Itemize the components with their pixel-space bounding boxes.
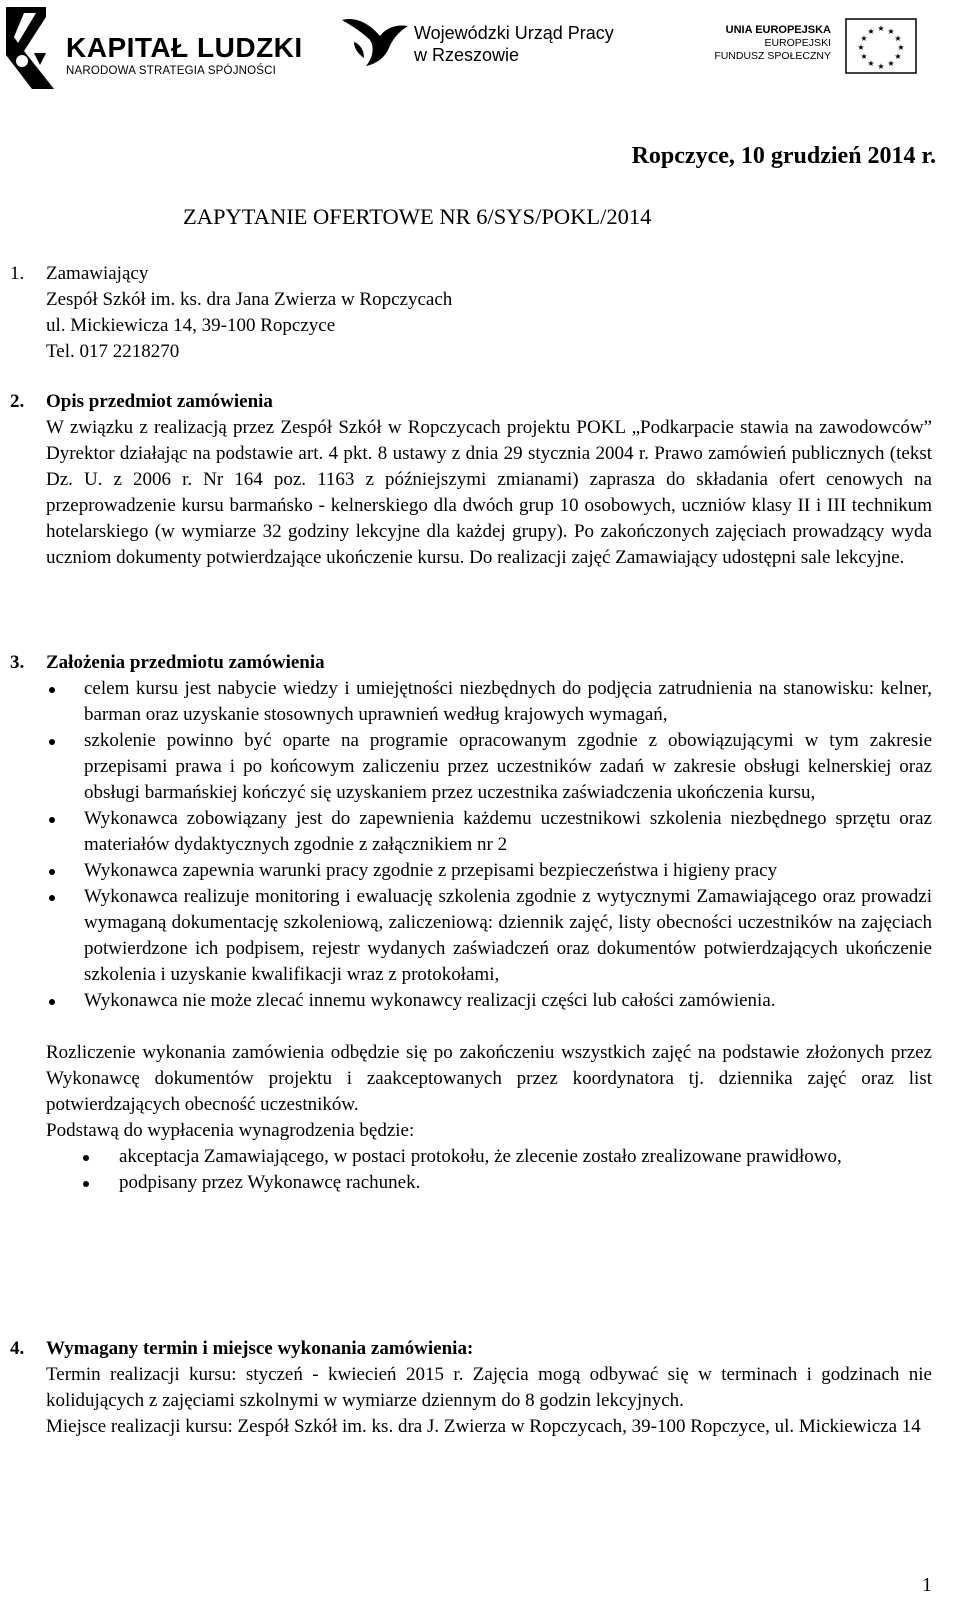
document-title: ZAPYTANIE OFERTOWE NR 6/SYS/POKL/2014 (183, 204, 652, 229)
svg-text:★: ★ (867, 27, 875, 36)
kapital-ludzki-title: KAPITAŁ LUDZKI (66, 32, 303, 63)
orderer-name: Zespół Szkół im. ks. dra Jana Zwierza w Ropczycach (46, 289, 453, 310)
eu-logo (712, 18, 917, 76)
list-item: Wykonawca realizuje monitoring i ewaluację szkolenia zgodnie z wytycznymi Zamawiającego oraz prowadzi wymaganą dokumentację szkoleniową, zaliczeniową: dziennik zajęć, listy obecności uczestników na zajęciach potwierdzone ich podpisem, rejestr wydanych zaświadczeń oraz dokumentów potwierdzających ukończenie szkolenia i uzyskanie kwalifikacji wraz z protokołami, (46, 884, 932, 988)
eu-line-2: EUROPEJSKI (764, 37, 831, 49)
payment-basis-list (46, 1144, 932, 1196)
kapital-ludzki-logo (2, 3, 303, 93)
section-3-number: 3. (10, 652, 25, 673)
svg-text:★: ★ (887, 59, 895, 68)
svg-text:★: ★ (877, 24, 885, 33)
eu-flag-icon (845, 18, 917, 74)
list-item: celem kursu jest nabycie wiedzy i umiejętności niezbędnych do podjęcia zatrudnienia na stanowisku: kelner, barman oraz uzyskanie stosownych uprawnień według krajowych wymagań, (46, 676, 932, 728)
term-text: Termin realizacji kursu: styczeń - kwiecień 2015 r. Zajęcia mogą odbywać się w terminach i godzinach nie kolidujących z zajęciami szkolnymi w wymiarze dziennym do 8 godzin lekcyjnych. (46, 1364, 932, 1411)
orderer-address: ul. Mickiewicza 14, 39-100 Ropczyce (46, 315, 336, 336)
list-item: Wykonawca zapewnia warunki pracy zgodnie z przepisami bezpieczeństwa i higieny pracy (46, 858, 932, 884)
section-1 (10, 261, 932, 365)
section-1-heading: Zamawiający (46, 263, 149, 284)
list-item: podpisany przez Wykonawcę rachunek. (46, 1170, 932, 1196)
logo-bar (0, 0, 960, 100)
section-1-number: 1. (10, 263, 25, 284)
section-2-heading: Opis przedmiot zamówienia (46, 391, 273, 412)
list-item: akceptacja Zamawiającego, w postaci protokołu, że zlecenie zostało zrealizowane prawidłowo, (46, 1144, 932, 1170)
eu-line-1: UNIA EUROPEJSKA (725, 24, 831, 36)
orderer-phone: Tel. 017 2218270 (46, 341, 180, 362)
svg-text:★: ★ (860, 34, 868, 43)
settlement-text: Rozliczenie wykonania zamówienia odbędzie się po zakończeniu wszystkich zajęć na podstawie złożonych przez Wykonawcę dokumentów projektu i zaakceptowanych przez koordynatora tj. dziennika zajęć oraz list potwierdzających obecność uczestników. (46, 1042, 932, 1115)
svg-text:★: ★ (877, 62, 885, 71)
section-4-number: 4. (10, 1338, 25, 1359)
section-2 (10, 389, 932, 571)
eu-text (714, 24, 831, 63)
requirements-list (46, 676, 932, 1014)
svg-text:★: ★ (860, 52, 868, 61)
svg-text:★: ★ (867, 59, 875, 68)
wup-line-1: Wojewódzki Urząd Pracy (414, 23, 614, 43)
svg-text:★: ★ (894, 52, 902, 61)
payment-basis-label: Podstawą do wypłacenia wynagrodzenia będzie: (46, 1120, 415, 1141)
place-text: Miejsce realizacji kursu: Zespół Szkół im. ks. dra J. Zwierza w Ropczycach, 39-100 Ropczyce, ul. Mickiewicza 14 (46, 1416, 921, 1437)
section-2-number: 2. (10, 391, 25, 412)
section-4 (10, 1336, 932, 1440)
section-3 (10, 650, 932, 1196)
section-3-heading: Założenia przedmiotu zamówienia (46, 652, 325, 673)
wup-bird-icon (340, 10, 410, 70)
list-item: Wykonawca nie może zlecać innemu wykonawcy realizacji części lub całości zamówienia. (46, 988, 932, 1014)
eu-line-3: FUNDUSZ SPOŁECZNY (714, 50, 831, 62)
svg-text:★: ★ (897, 43, 905, 52)
list-item: Wykonawca zobowiązany jest do zapewnienia każdemu uczestnikowi szkolenia niezbędnego sprzętu oraz materiałów dydaktycznych zgodnie z załącznikiem nr 2 (46, 806, 932, 858)
svg-text:★: ★ (857, 43, 865, 52)
svg-text:★: ★ (887, 27, 895, 36)
wup-rzeszow-logo (340, 8, 640, 78)
svg-text:★: ★ (894, 34, 902, 43)
section-2-text: W związku z realizacją przez Zespół Szkół w Ropczycach projektu POKL „Podkarpacie stawia na zawodowców” Dyrektor działając na podstawie art. 4 pkt. 8 ustawy z dnia 29 stycznia 2004 r. Prawo zamówień publicznych (tekst Dz. U. z 2006 r. Nr 164 poz. 1163 z późniejszymi zmianami) zaprasza do składania ofert cenowych na przeprowadzenie kursu barmańsko - kelnerskiego dla dwóch grup 10 osobowych, uczniów klasy II i III technikum hotelarskiego (w wymiarze 32 godziny lekcyjne dla każdej grupy). Po zakończonych zajęciach prowadzący wyda uczniom dokumenty potwierdzające ukończenie kursu. Do realizacji zajęć Zamawiający udostępni sale lekcyjne. (46, 417, 932, 568)
wup-name (414, 22, 614, 66)
kapital-ludzki-subtitle: NARODOWA STRATEGIA SPÓJNOŚCI (66, 65, 277, 77)
section-4-heading: Wymagany termin i miejsce wykonania zamówienia: (46, 1338, 474, 1359)
list-item: szkolenie powinno być oparte na programie opracowanym zgodnie z obowiązującymi w tym zakresie przepisami prawa i po końcowym zaliczeniu przez uczestników zadań w zakresie obsługi kelnerskiej oraz obsługi barmańskiej kończyć się uzyskaniem przez uczestnika zaświadczenia ukończenia kursu, (46, 728, 932, 806)
page-number: 1 (922, 1574, 932, 1596)
place-and-date: Ropczyce, 10 grudzień 2014 r. (631, 143, 936, 169)
kapital-ludzki-emblem-icon (2, 3, 58, 93)
wup-line-2: w Rzeszowie (414, 45, 520, 65)
